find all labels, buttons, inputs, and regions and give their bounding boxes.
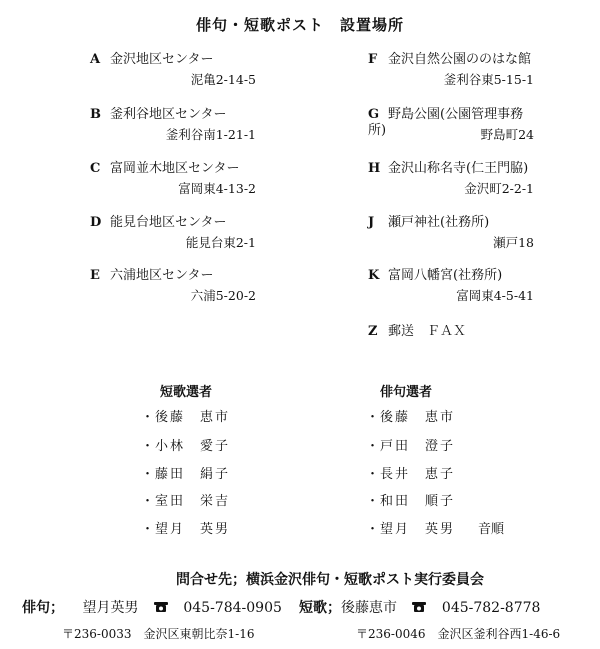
location-address: 金沢町2-2-1 [464, 181, 534, 196]
haiku-contact [22, 597, 282, 617]
haiku-selector: ・望月 英男 音順 [366, 518, 504, 537]
location-code: E [90, 268, 100, 283]
location-j [368, 215, 534, 251]
location-address: 瀬戸18 [493, 235, 534, 250]
selector-name: 室田 栄吉 [155, 494, 231, 509]
location-address: 釜利谷東5-15-1 [443, 72, 534, 87]
selector-name: 望月 英男 [380, 522, 456, 537]
haiku-contact-label: 俳句； [22, 600, 64, 616]
location-address: 泥亀2-14-5 [190, 72, 256, 87]
location-name: 釜利谷地区センター [110, 107, 227, 122]
location-z [368, 324, 534, 342]
location-name: 六浦地区センター [110, 268, 214, 283]
selector-name: 和田 順子 [380, 494, 456, 509]
haiku-contact-person: 望月英男 [82, 600, 139, 616]
location-code: A [90, 52, 101, 67]
haiku-selector: ・和田 順子 [366, 490, 460, 509]
ordering-note: 音順 [478, 522, 505, 537]
location-code: F [368, 52, 378, 67]
haiku-selectors-heading: 俳句選者 [380, 385, 433, 400]
tanka-contact-phone[interactable]: 045-782-8778 [441, 600, 541, 616]
page-title: 俳句・短歌ポスト 設置場所 [195, 16, 404, 34]
haiku-selector: ・長井 恵子 [366, 463, 460, 482]
selector-name: 戸田 澄子 [380, 439, 456, 454]
location-k [368, 268, 534, 304]
tanka-selector: ・小林 愛子 [141, 435, 235, 454]
location-g [368, 107, 534, 143]
location-name: 能見台地区センター [110, 215, 227, 230]
selector-name: 藤田 絹子 [155, 467, 231, 482]
tanka-contact [299, 597, 540, 617]
haiku-selector: ・後藤 恵市 [366, 406, 460, 425]
contact-heading: 問合せ先；横浜金沢俳句・短歌ポスト実行委員会 [176, 572, 484, 588]
location-h [368, 161, 534, 197]
location-e [90, 268, 256, 304]
phone-icon [153, 601, 169, 613]
tanka-selector: ・藤田 絹子 [141, 463, 235, 482]
tanka-selector: ・室田 栄吉 [141, 490, 235, 509]
haiku-contact-phone[interactable]: 045-784-0905 [183, 600, 282, 616]
location-name: 富岡並木地区センター [110, 161, 240, 176]
location-address: 六浦5-20-2 [190, 288, 256, 303]
location-code: J [368, 215, 375, 230]
location-name: 郵送 ＦＡＸ [388, 324, 467, 339]
selector-name: 後藤 恵市 [380, 410, 456, 425]
location-address: 野島町24 [480, 127, 534, 142]
location-f [368, 52, 534, 88]
tanka-selector: ・後藤 恵市 [141, 406, 235, 425]
location-address: 能見台東2-1 [185, 235, 256, 250]
location-b [90, 107, 256, 143]
tanka-selector: ・望月 英男 [141, 518, 235, 537]
selector-name: 望月 英男 [155, 522, 231, 537]
phone-icon [411, 601, 427, 613]
location-address: 釜利谷南1-21-1 [165, 127, 256, 142]
tanka-selectors-heading: 短歌選者 [160, 385, 213, 400]
haiku-selector: ・戸田 澄子 [366, 435, 460, 454]
location-c [90, 161, 256, 197]
location-name: 野島公園(公園管理事務所) [368, 107, 524, 138]
location-code: B [90, 107, 101, 122]
tanka-contact-label: 短歌； [299, 600, 341, 616]
location-code: C [90, 161, 101, 176]
location-name: 富岡八幡宮(社務所) [388, 268, 503, 283]
selector-name: 小林 愛子 [155, 439, 231, 454]
location-address: 富岡東4-13-2 [178, 181, 256, 196]
selector-name: 後藤 恵市 [155, 410, 231, 425]
location-code: H [368, 161, 381, 176]
selector-name: 長井 恵子 [380, 467, 456, 482]
location-code: D [90, 215, 102, 230]
location-name: 金沢山称名寺(仁王門脇) [388, 161, 529, 176]
haiku-contact-address: 〒236-0033 金沢区東朝比奈1-16 [62, 627, 255, 641]
location-code: G [368, 107, 380, 122]
location-code: K [368, 268, 380, 283]
location-d [90, 215, 256, 251]
location-code: Z [368, 324, 378, 339]
tanka-contact-address: 〒236-0046 金沢区釜利谷西1-46-6 [356, 627, 561, 641]
location-address: 富岡東4-5-41 [456, 288, 534, 303]
location-name: 金沢自然公園ののはな館 [388, 52, 532, 67]
location-name: 瀬戸神社(社務所) [388, 215, 490, 230]
location-a [90, 52, 256, 88]
tanka-contact-person: 後藤恵市 [341, 600, 397, 616]
location-name: 金沢地区センター [110, 52, 214, 67]
